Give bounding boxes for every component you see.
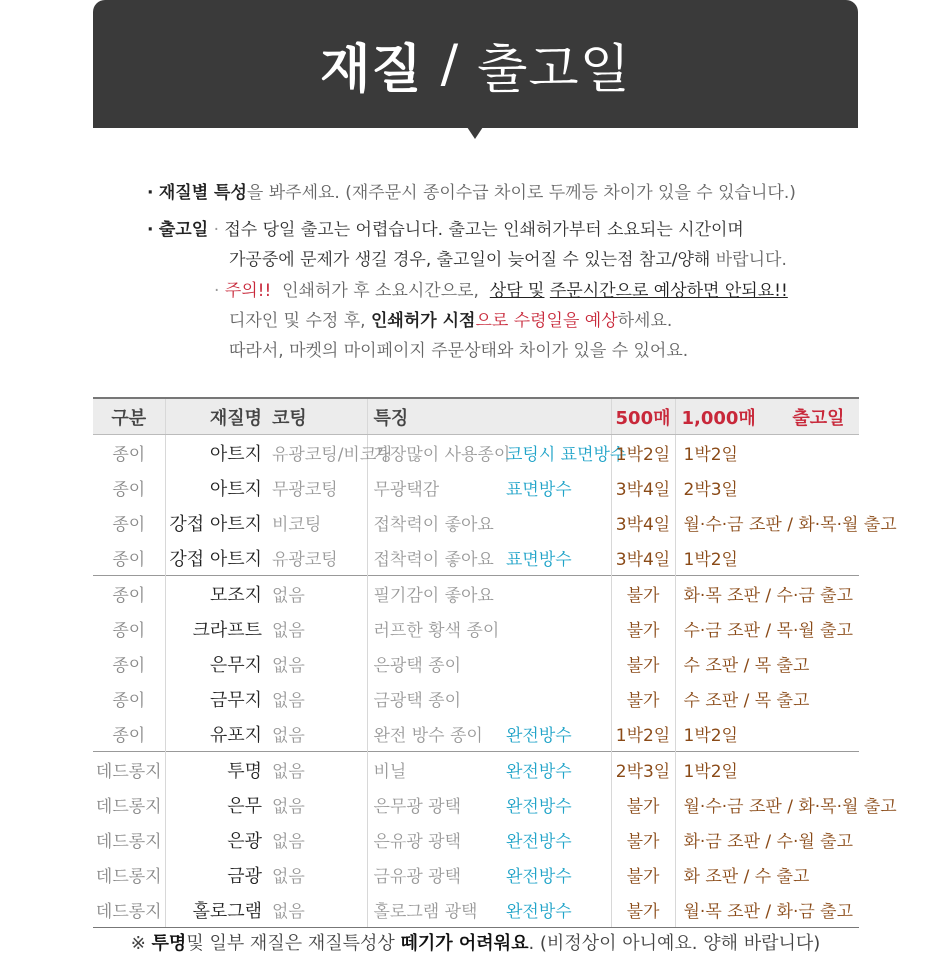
cell-feature: 러프한 황색 종이 — [367, 611, 498, 646]
cell-coating: 유광코팅/비코팅 — [272, 445, 393, 465]
header-feature-spacer — [498, 398, 611, 435]
cell-qty-500: 불가 — [611, 681, 675, 716]
cell-category: 데드롱지 — [93, 892, 165, 928]
cell-qty-1000: 월·목 조판 / 화·금 출고 — [675, 892, 859, 928]
note-text-mid: 으로 — [475, 311, 514, 331]
cell-feature: 은유광 광택 — [367, 822, 498, 857]
cell-qty-500: 1박2일 — [611, 716, 675, 752]
cell-qty-500: 불가 — [611, 576, 675, 612]
table-row — [93, 787, 859, 822]
note-text: 을 봐주세요. (재주문시 종이수급 차이로 두께등 차이가 있을 수 있습니다.) — [246, 183, 796, 203]
header-1000 — [675, 398, 859, 435]
cell-material-name: 아트지 — [165, 470, 268, 505]
note-text: 따라서, 마켓의 마이페이지 주문상태와 차이가 있을 수 있어요. — [229, 341, 689, 361]
note-line-1 — [147, 178, 796, 203]
cell-category: 데드롱지 — [95, 797, 162, 817]
note-text: 인쇄허가 후 소요시간으로, — [282, 281, 479, 301]
cell-category: 종이 — [112, 515, 146, 535]
separator: · — [213, 220, 219, 240]
table-row — [93, 470, 859, 505]
banner-pointer — [467, 127, 483, 139]
cell-feature: 무광택감 — [367, 470, 498, 505]
cell-category: 종이 — [112, 726, 146, 746]
cell-qty-1000: 1박2일 — [675, 716, 859, 752]
note-text: 접수 당일 출고는 어렵습니다. 출고는 인쇄허가부터 소요되는 시간이며 — [224, 220, 744, 240]
cell-category: 종이 — [112, 550, 146, 570]
note-line-5 — [229, 306, 672, 331]
cell-qty-1000: 수 조판 / 목 출고 — [675, 681, 859, 716]
cell-coating: 없음 — [272, 621, 305, 641]
header-category: 구분 — [93, 398, 165, 435]
cell-coating: 없음 — [272, 832, 305, 852]
table-row — [93, 822, 859, 857]
header-feature: 특징 — [367, 398, 498, 435]
cell-material-name: 홀로그램 — [165, 892, 268, 928]
highlight-b: 수령일을 예상 — [513, 311, 618, 331]
cell-qty-500: 불가 — [611, 857, 675, 892]
cell-feature: 금광택 종이 — [367, 681, 498, 716]
cell-qty-500: 불가 — [611, 611, 675, 646]
warning-label: 주의!! — [224, 281, 272, 301]
cell-feature: 접착력이 좋아요 — [367, 540, 498, 576]
cell-feature-note — [498, 505, 611, 540]
cell-qty-1000: 1박2일 — [675, 540, 859, 576]
cell-feature-note — [498, 646, 611, 681]
footnote-bold-b: 떼기가 어려워요 — [400, 933, 529, 954]
table-row — [93, 752, 859, 788]
underline-text-a: 상담 및 — [489, 281, 545, 301]
cell-qty-500: 2박3일 — [611, 752, 675, 788]
cell-feature-note: 표면방수 — [506, 480, 572, 500]
cell-qty-1000: 수 조판 / 목 출고 — [675, 646, 859, 681]
cell-coating: 없음 — [268, 752, 367, 788]
table-header — [93, 398, 859, 435]
cell-feature: 비닐 — [367, 752, 498, 788]
footnote-bold-a: 투명 — [151, 933, 187, 954]
cell-category: 종이 — [112, 445, 146, 465]
cell-qty-500: 불가 — [611, 646, 675, 681]
table-row — [93, 435, 859, 471]
cell-coating: 무광코팅 — [272, 480, 338, 500]
cell-category: 데드롱지 — [95, 867, 162, 887]
cell-feature-note — [498, 681, 611, 716]
ship-label: 출고일 — [158, 220, 209, 240]
table-row — [93, 576, 859, 612]
note-text: 디자인 및 수정 후, — [229, 311, 371, 331]
cell-feature: 접착력이 좋아요 — [367, 505, 498, 540]
note-text-tail: 하세요. — [617, 311, 673, 331]
cell-qty-500: 3박4일 — [611, 505, 675, 540]
cell-coating: 없음 — [268, 576, 367, 612]
highlight-a: 인쇄허가 시점 — [370, 311, 476, 331]
cell-qty-500: 3박4일 — [611, 540, 675, 576]
cell-category: 데드롱지 — [93, 752, 165, 788]
cell-feature: 은무광 광택 — [367, 787, 498, 822]
table-row — [93, 611, 859, 646]
cell-qty-1000: 화 조판 / 수 출고 — [675, 857, 859, 892]
cell-coating: 유광코팅 — [272, 550, 338, 570]
cell-material-name: 크라프트 — [165, 611, 268, 646]
cell-feature-note: 완전방수 — [498, 752, 611, 788]
cell-feature-note: 완전방수 — [506, 867, 572, 887]
note-line-6 — [229, 336, 688, 361]
header-ship-label: 출고일 — [792, 407, 845, 429]
material-table — [93, 397, 897, 928]
cell-category: 데드롱지 — [95, 832, 162, 852]
cell-material-name: 투명 — [165, 752, 268, 788]
cell-feature-note — [498, 611, 611, 646]
cell-qty-500: 3박4일 — [611, 470, 675, 505]
header-1000-label: 1,000매 — [681, 407, 756, 429]
cell-category: 종이 — [112, 656, 146, 676]
cell-qty-1000: 화·목 조판 / 수·금 출고 — [675, 576, 859, 612]
cell-material-name: 유포지 — [165, 716, 268, 752]
cell-coating: 없음 — [272, 867, 305, 887]
cell-feature: 금유광 광택 — [367, 857, 498, 892]
note-line-2 — [147, 215, 744, 240]
cell-category: 종이 — [112, 480, 146, 500]
cell-qty-500: 1박2일 — [611, 435, 675, 471]
cell-qty-500: 불가 — [611, 892, 675, 928]
table-row — [93, 681, 859, 716]
table-row — [93, 540, 859, 576]
cell-material-name: 금광 — [165, 857, 268, 892]
cell-qty-500: 불가 — [611, 822, 675, 857]
cell-category: 종이 — [112, 691, 146, 711]
cell-material-name: 은무지 — [165, 646, 268, 681]
cell-material-name: 강접 아트지 — [165, 505, 268, 540]
header-coating: 코팅 — [268, 398, 367, 435]
cell-feature-note: 완전방수 — [498, 892, 611, 928]
cell-feature-note: 완전방수 — [506, 726, 572, 746]
cell-qty-1000: 1박2일 — [675, 752, 859, 788]
cell-feature-note: 코팅시 표면방수 — [506, 445, 627, 465]
cell-category: 종이 — [112, 621, 146, 641]
cell-qty-1000: 화·금 조판 / 수·월 출고 — [675, 822, 859, 857]
cell-feature: 홀로그램 광택 — [367, 892, 498, 928]
cell-qty-1000: 월·수·금 조판 / 화·목·월 출고 — [675, 505, 859, 540]
table-row — [93, 646, 859, 681]
cell-material-name: 모조지 — [165, 576, 268, 612]
note-text-tail: 바랍니다. — [715, 250, 787, 270]
cell-feature: 은광택 종이 — [367, 646, 498, 681]
footnote-text-a: 및 일부 재질은 재질특성상 — [186, 933, 401, 954]
note-bold: 재질별 특성 — [158, 183, 247, 203]
footnote-text-b: . (비정상이 아니예요. 양해 바랍니다) — [528, 933, 821, 954]
cell-material-name: 금무지 — [165, 681, 268, 716]
table-row — [93, 716, 859, 752]
cell-coating: 없음 — [272, 691, 305, 711]
cell-feature: 완전 방수 종이 — [367, 716, 498, 752]
cell-feature-note — [498, 576, 611, 612]
cell-coating: 없음 — [272, 726, 305, 746]
separator: · — [214, 281, 220, 301]
title-slash: / — [440, 34, 460, 94]
table-row — [93, 857, 859, 892]
header-500: 500매 — [611, 398, 675, 435]
header-name: 재질명 — [165, 398, 268, 435]
cell-material-name: 강접 아트지 — [165, 540, 268, 576]
cell-coating: 비코팅 — [272, 515, 322, 535]
title-rest: 출고일 — [477, 39, 631, 100]
cell-coating: 없음 — [272, 656, 305, 676]
underline-text-b: 주문시간으로 예상하면 안되요!! — [549, 281, 788, 301]
cell-qty-1000: 수·금 조판 / 목·월 출고 — [675, 611, 859, 646]
cell-qty-1000: 2박3일 — [675, 470, 859, 505]
note-line-3 — [229, 245, 787, 270]
note-line-4 — [214, 276, 788, 301]
title-bold: 재질 — [320, 39, 423, 100]
cell-coating: 없음 — [272, 797, 305, 817]
cell-coating: 없음 — [268, 892, 367, 928]
cell-feature-note: 완전방수 — [506, 797, 572, 817]
cell-qty-1000: 1박2일 — [675, 435, 859, 471]
title-banner — [93, 0, 858, 128]
table-row — [93, 892, 859, 928]
cell-feature-note: 표면방수 — [506, 550, 572, 570]
bullet: · — [147, 183, 154, 203]
cell-material-name: 아트지 — [165, 435, 268, 471]
footnote-mark: ※ — [130, 933, 146, 954]
cell-qty-1000: 월·수·금 조판 / 화·목·월 출고 — [675, 787, 859, 822]
cell-feature: 가장많이 사용종이 — [367, 435, 498, 471]
bullet: · — [147, 220, 154, 240]
footnote — [0, 929, 951, 955]
cell-qty-500: 불가 — [611, 787, 675, 822]
note-text: 가공중에 문제가 생길 경우, 출고일이 늦어질 수 있는점 참고/양해 — [229, 250, 716, 270]
cell-material-name: 은무 — [165, 787, 268, 822]
table-row — [93, 505, 859, 540]
cell-feature-note: 완전방수 — [506, 832, 572, 852]
cell-material-name: 은광 — [165, 822, 268, 857]
cell-category: 종이 — [93, 576, 165, 612]
cell-feature: 필기감이 좋아요 — [367, 576, 498, 612]
